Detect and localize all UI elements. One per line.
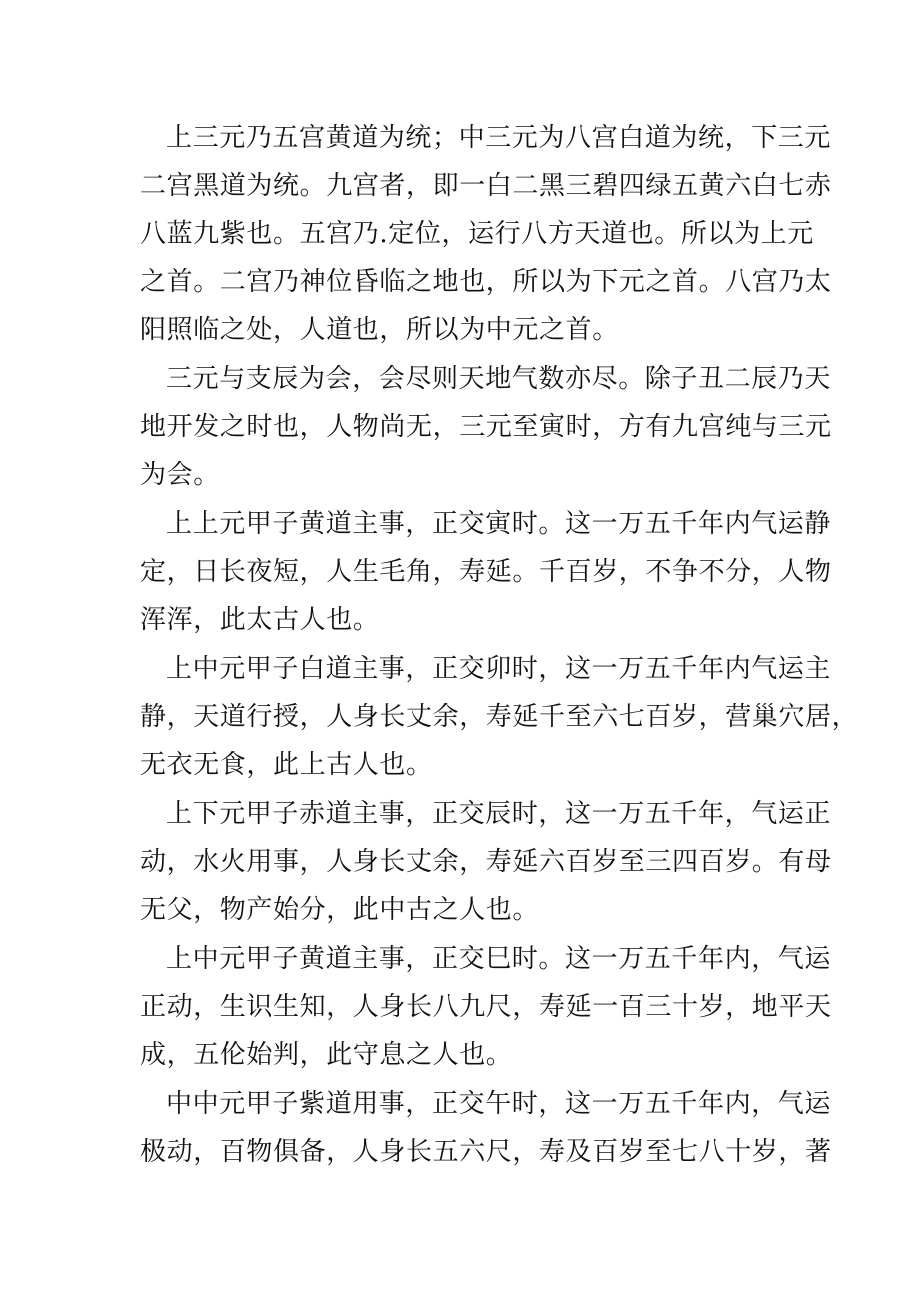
- paragraph-line: 浑浑，此太古人也。: [140, 605, 380, 635]
- paragraph-line: 之首。二宫乃神位昏临之地也，所以为下元之首。八宫乃太: [140, 267, 832, 297]
- paragraph-line: 上下元甲子赤道主事，正交辰时，这一万五千年，气运正: [166, 799, 832, 829]
- paragraph-7: [140, 1080, 832, 1176]
- paragraph-line: 上中元甲子白道主事，正交卯时，这一万五千年内气运主: [166, 654, 832, 684]
- paragraph-line: 定，日长夜短，人生毛角，寿延。千百岁，不争不分，人物: [140, 557, 832, 587]
- document-body: [140, 114, 859, 1177]
- paragraph-line: 为会。: [140, 460, 220, 490]
- paragraph-line: 正动，生识生知，人身长八九尺，寿延一百三十岁，地平天: [140, 992, 832, 1022]
- paragraph-line: 三元与支辰为会，会尽则天地气数亦尽。除子丑二辰乃天: [166, 364, 832, 394]
- paragraph-line: 成，五伦始判，此守息之人也。: [140, 1040, 513, 1070]
- paragraph-line: 上上元甲子黄道主事，正交寅时。这一万五千年内气运静: [166, 509, 832, 539]
- paragraph-line: 八蓝九紫也。五宫乃.定位，运行八方天道也。所以为上元: [140, 219, 814, 249]
- paragraph-line: 无衣无食，此上古人也。: [140, 750, 433, 780]
- paragraph-line: 中中元甲子紫道用事，正交午时，这一万五千年内，气运: [166, 1089, 832, 1119]
- paragraph-line: 无父，物产始分，此中古之人也。: [140, 895, 540, 925]
- paragraph-line: 上三元乃五宫黄道为统；中三元为八宫白道为统，下三元: [166, 123, 832, 153]
- paragraph-5: [140, 790, 832, 934]
- paragraph-3: [140, 500, 832, 644]
- paragraph-6: [140, 935, 832, 1079]
- paragraph-line: 上中元甲子黄道主事，正交巳时。这一万五千年内，气运: [166, 944, 832, 974]
- paragraph-line: 阳照临之处，人道也，所以为中元之首。: [140, 315, 619, 345]
- paragraph-line: 极动，百物俱备，人身长五六尺，寿及百岁至七八十岁，著: [140, 1137, 832, 1167]
- paragraph-1: [140, 114, 832, 354]
- paragraph-line: 动，水火用事，人身长丈余，寿延六百岁至三四百岁。有母: [140, 847, 832, 877]
- paragraph-2: [140, 355, 832, 499]
- paragraph-4: [140, 645, 859, 789]
- paragraph-line: 地开发之时也，人物尚无，三元至寅时，方有九宫纯与三元: [140, 412, 832, 442]
- paragraph-line: 静，天道行授，人身长丈余，寿延千至六七百岁，营巢穴居，: [140, 702, 859, 732]
- paragraph-line: 二宫黑道为统。九宫者，即一白二黑三碧四绿五黄六白七赤: [140, 171, 832, 201]
